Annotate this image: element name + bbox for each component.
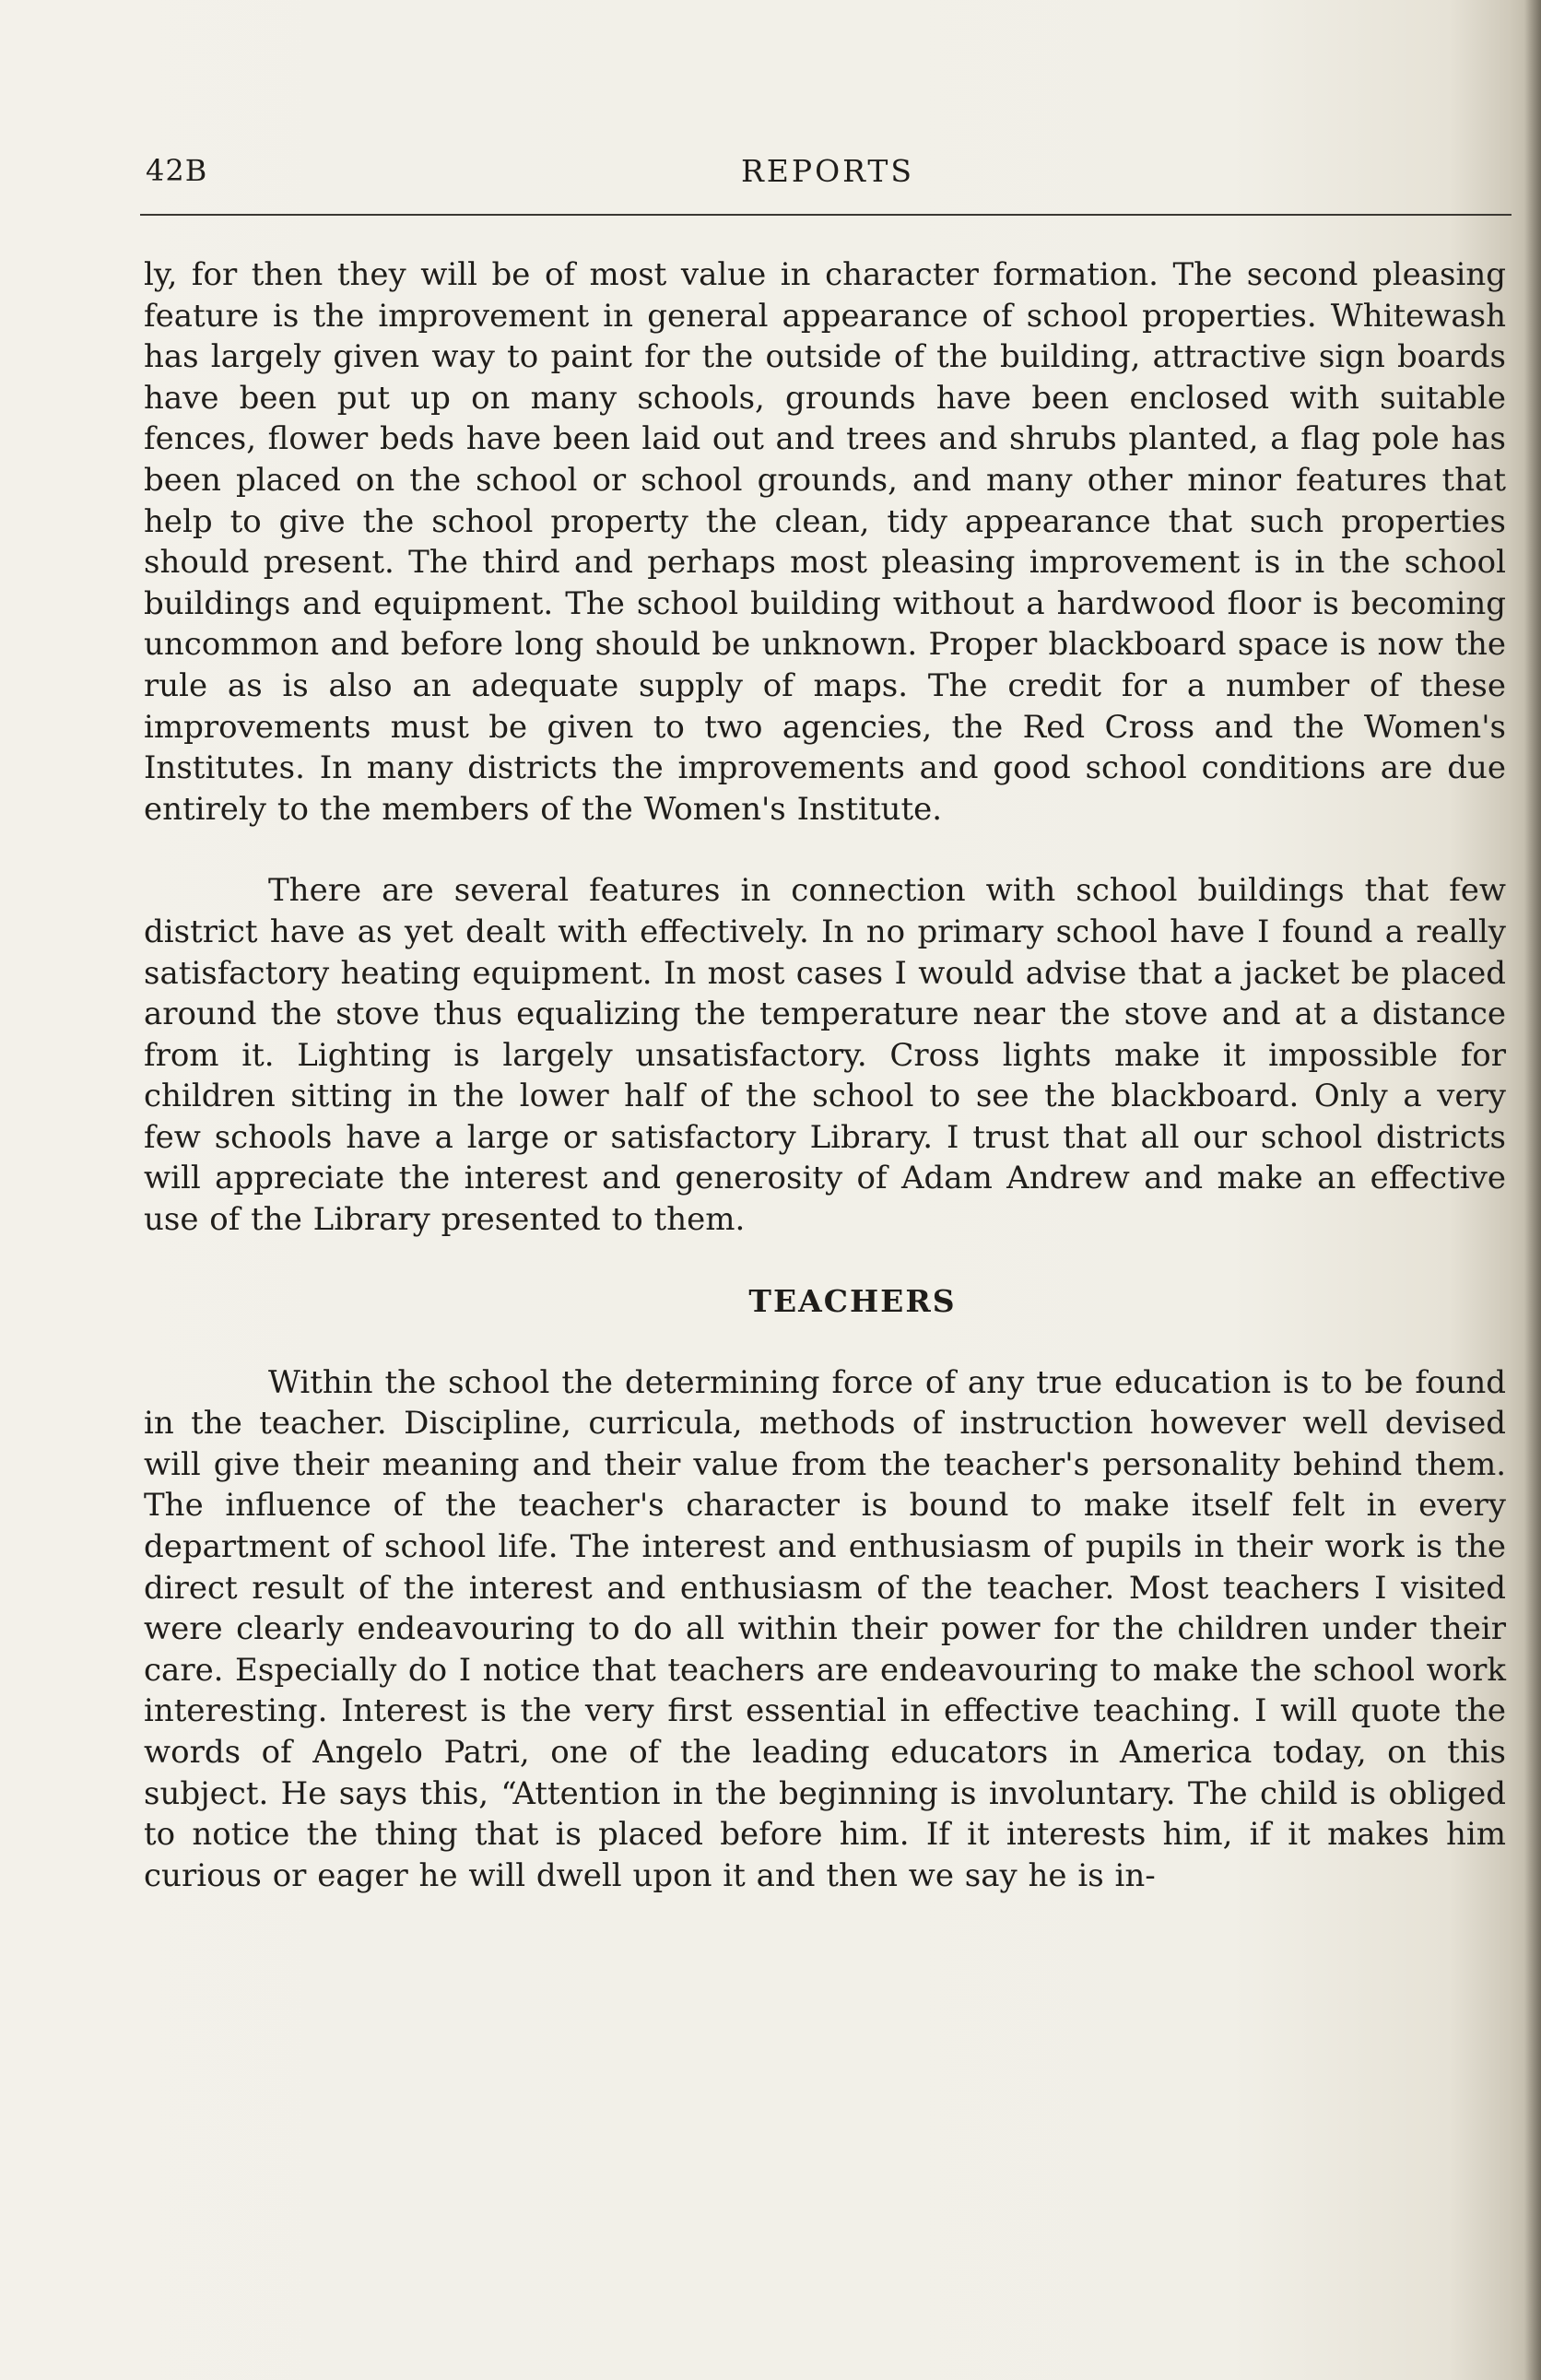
paragraph-gap (144, 830, 1506, 870)
section-heading-teachers: TEACHERS (748, 1282, 957, 1319)
paragraph-gap (144, 1241, 1506, 1281)
page-edge-shadow (1524, 0, 1541, 2380)
page-number: 42B (146, 153, 208, 188)
paragraph-school-buildings: There are several features in connection with school buildings that few district have as yet dealt with effectively. In no primary school have I found a really satisfactory heating equipment. In most cases I would advise that a jacket be placed around the stove thus equalizing the temperature near the stove and at a distance from it. Lighting is largely unsatisfactory. Cross lights make it impossible for children sitting in the lower half of the school to see the blackboard. Only a very few schools have a large or satisfactory Library. I trust that all our school districts will appreciate the interest and generosity of Adam Andrew and make an effective use of the Library presented to them. (144, 872, 1506, 1239)
page-header (146, 153, 1510, 208)
paragraph-teachers: Within the school the determining force of any true education is to be found in the teacher. Discipline, curricula, methods of instruction however well devised will give their meaning and their value from the teacher's personality behind them. The influence of the teacher's character is bound to make itself felt in every department of school life. The interest and enthusiasm of pupils in their work is the direct result of the interest and enthusiasm of the teacher. Most teachers I visited were clearly endeavouring to do all within their power for the children under their care. Especially do I notice that teachers are endeavouring to make the school work interesting. Interest is the very first essential in effective teaching. I will quote the words of Angelo Patri, one of the leading educators in America today, on this subject. He says this, “Attention in the beginning is involuntary. The child is obliged to notice the thing that is placed before him. If it interests him, if it makes him curious or eager he will dwell upon it and then we say he is in- (144, 1363, 1506, 1894)
paragraph-gap (144, 1322, 1506, 1362)
body-text (144, 254, 1506, 1896)
header-rule (140, 214, 1512, 216)
paragraph-continuation: ly, for then they will be of most value in character formation. The second pleasing feature is the improvement in general appearance of school properties. Whitewash has largely given way to paint for the outside of the building, attractive sign boards have been put up on many schools, grounds have been enclosed with suitable fences, flower beds have been laid out and trees and shrubs planted, a flag pole has been placed on the school or school grounds, and many other minor features that help to give the school property the clean, tidy appearance that such properties should present. The third and perhaps most pleasing improvement is in the school buildings and equipment. The school building without a hardwood floor is becoming uncommon and before long should be unknown. Proper blackboard space is now the rule as is also an adequate supply of maps. The credit for a number of these improvements must be given to two agencies, the Red Cross and the Women's Institutes. In many districts the improvements and good school conditions are due entirely to the members of the Women's Institute. (144, 256, 1506, 828)
running-head: REPORTS (740, 153, 915, 189)
